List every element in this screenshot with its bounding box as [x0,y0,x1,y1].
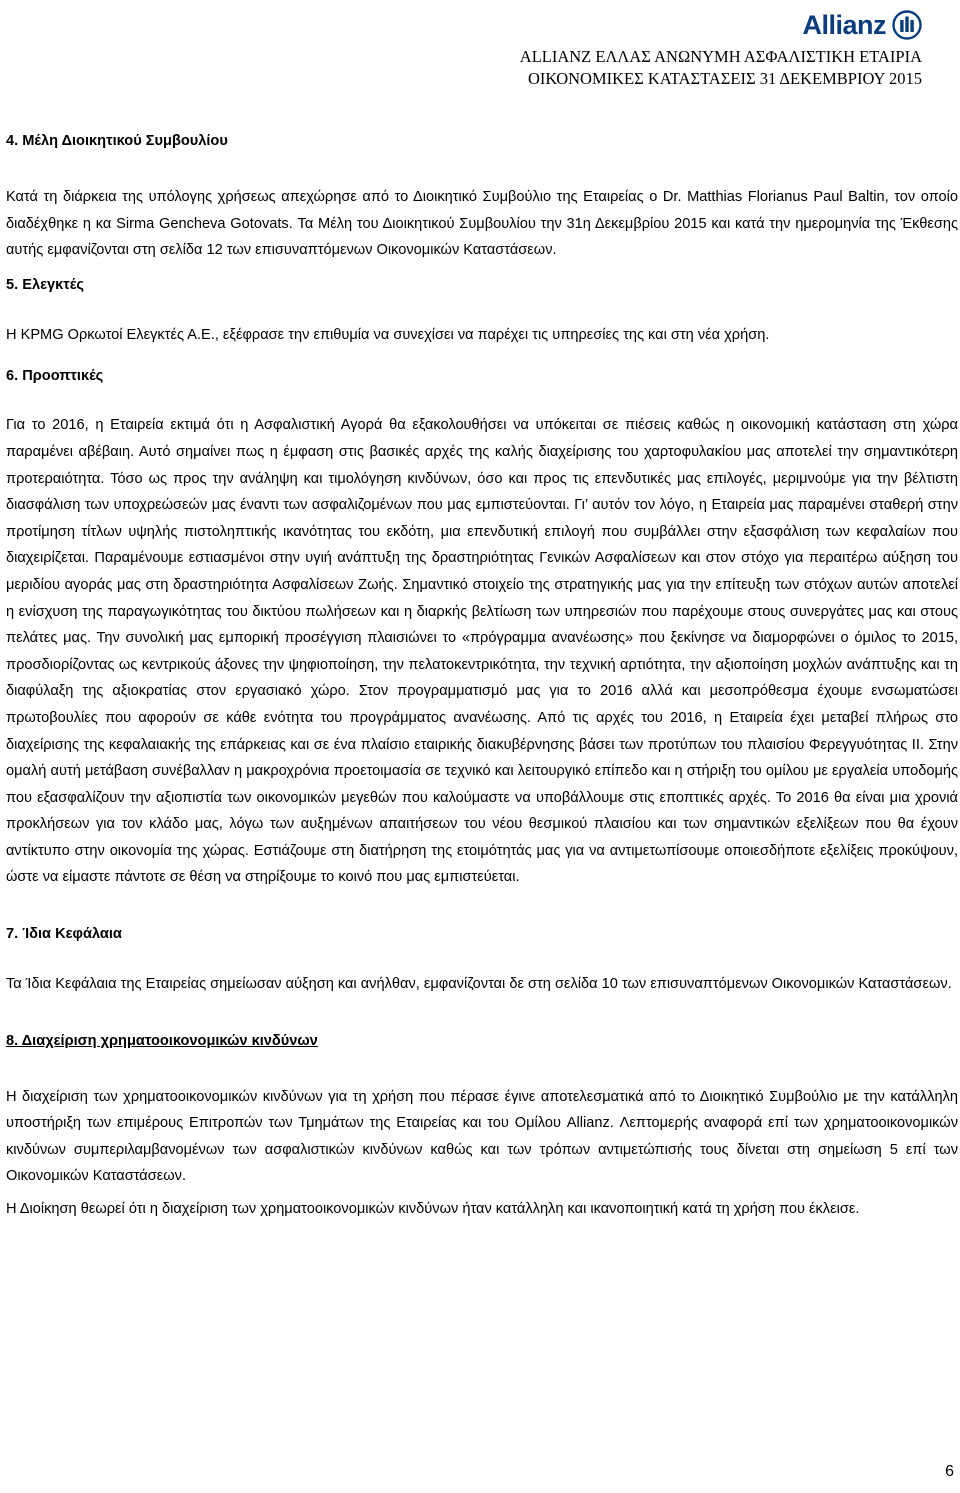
section-heading-risk: 8. Διαχείριση χρηματοοικονομικών κινδύνων [6,1032,318,1049]
section-heading-auditors: 5. Ελεγκτές [6,276,84,293]
allianz-logo [520,4,922,46]
outlook-paragraph: Για το 2016, η Εταιρεία εκτιμά ότι η Ασφαλιστική Αγορά θα εξακολουθήσει να υπόκειται σε πιέσεις καθώς η οικονομική κατάσταση στη χώρα παραμένει αβέβαιη. Αυτό σημαίνει πως η έμφαση στις βασικές αρχές της καλής διαχείρισης του χαρτοφυλακίου μας αποτελεί την σημαντικότερη προτεραιότητα. Τόσο ως προς την ανάληψη και τιμολόγηση κινδύνων, όσο και προς τις επενδυτικές μας επιλογές, μεριμνούμε για την βέλτιστη διασφάλιση των υποχρεώσεών μας έναντι των ασφαλιζομένων που μας εμπιστεύονται. Γι’ αυτόν τον λόγο, η Εταιρεία μας παραμένει σταθερή στην προτίμηση τίτλων υψηλής πιστοληπτικής ικανότητας του εκδότη, μια επενδυτική επιλογή που συμβάλλει στην εξασφάλιση των κεφαλαίων που διαχειρίζεται. Παραμένουμε εστιασμένοι στην υγιή ανάπτυξη της δραστηριότητας Γενικών Ασφαλίσεων και στον στόχο για περαιτέρω αύξηση του μεριδίου αγοράς μας στη δραστηριότητα Ασφαλίσεων Ζωής. Σημαντικό στοιχείο της στρατηγικής μας για την επίτευξη των στόχων αυτών αποτελεί η ενίσχυση της παραγωγικότητας του δικτύου πωλήσεων και η διαρκής βελτίωση των υπηρεσιών που παρέχουμε στους συνεργάτες μας και στους πελάτες μας. Την συνολική μας εμπορική προσέγγιση πλαισιώνει το «πρόγραμμα ανανέωσης» που ξεκίνησε να διαμορφώνει ο όμιλος το 2015, προσδιορίζοντας ως κεντρικούς άξονες την ψηφιοποίηση, την πελατοκεντρικότητα, την τεχνική αρτιότητα, την αξιοποίηση μοχλών ανάπτυξης και τη διαφύλαξη της αξιοκρατίας στον εργασιακό χώρο. Στον προγραμματισμό μας για το 2016 αλλά και μεσοπρόθεσμα έχουμε ενσωματώσει πρωτοβουλίες που αφορούν σε κάθε ενότητα του προγράμματος ανανέωσης. Από τις αρχές του 2016, η Εταιρεία έχει μεταβεί πλήρως στο διαχείρισης της κεφαλαιακής της επάρκειας και σε ένα πλαίσιο εταιρικής διακυβέρνησης βάσει των προτύπων του πλαισίου Φερεγγυότητας ΙΙ. Στην ομαλή αυτή μετάβαση συνέβαλλαν η μακροχρόνια προετοιμασία σε τεχνικό και λειτουργικό επίπεδο και η στήριξη του ομίλου με εργαλεία υποδομής που εξασφαλίζουν την αξιοπιστία των οικονομικών μεγεθών που καλούμαστε να υποβάλλουμε στις εποπτικές αρχές. Το 2016 θα είναι μια χρονιά προκλήσεων για τον κλάδο μας, λόγω των αυξημένων απαιτήσεων του νέου θεσμικού πλαισίου και των σημαντικών εξελίξεων που θα έχουν αντίκτυπο στην οικονομία της χώρας. Εστιάζουμε στη διατήρηση της ετοιμότητάς μας για να αντιμετωπίσουμε οποιεσδήποτε εξελίξεις προκύψουν, ώστε να είμαστε πάντοτε σε θέση να στηρίξουμε το κοινό που μας εμπιστεύεται. [6,417,958,886]
logo-wordmark: Allianz [802,9,886,40]
section-heading-board: 4. Μέλη Διοικητικού Συμβουλίου [6,133,228,149]
allianz-eagle-icon [892,10,922,40]
risk-paragraph: Η διαχείριση των χρηματοοικονομικών κινδύνων για τη χρήση που πέρασε έγινε αποτελεσματικά από το Διοικητικό Συμβούλιο με την κατάλληλη υποστήριξη των επιμέρους Επιτροπών των Τμημάτων της Εταιρείας και του Ομίλου Allianz. Λεπτομερής αναφορά επί των χρηματοοικονομικών κινδύνων συμπεριλαμβανομένων των ασφαλιστικών κινδύνων καθώς και των τρόπων αντιμετώπισής τους δίνεται στη σημείωση 5 επί των Οικονομικών Καταστάσεων. [6,1088,958,1185]
page-number: 6 [945,1463,954,1480]
section-heading-equity: 7. Ίδια Κεφάλαια [6,926,122,943]
statements-title: ΟΙΚΟΝΟΜΙΚΕΣ ΚΑΤΑΣΤΑΣΕΙΣ 31 ΔΕΚΕΜΒΡΙΟΥ 2015 [528,69,922,88]
risk-conclusion-paragraph: Η Διοίκηση θεωρεί ότι η διαχείριση των χρηματοοικονομικών κινδύνων ήταν κατάλληλη και ικανοποιητική κατά τη χρήση που έκλεισε. [6,1201,860,1218]
company-name: ALLIANZ ΕΛΛΑΣ ΑΝΩΝΥΜΗ ΑΣΦΑΛΙΣΤΙΚΗ ΕΤΑΙΡΙΑ [519,47,922,66]
board-paragraph: Κατά τη διάρκεια της υπόλογης χρήσεως απεχώρησε από το Διοικητικό Συμβούλιο της Εταιρείας ο Dr. Matthias Florianus Paul Baltin, τον οποίο διαδέχθηκε η κα Sirma Gencheva Gotovats. Τα Μέλη του Διοικητικού Συμβουλίου την 31η Δεκεμβρίου 2015 και κατά την ημερομηνία της Έκθεσης αυτής εμφανίζονται στη σελίδα 12 των επισυναπτόμενων Οικονομικών Καταστάσεων. [6,189,958,259]
equity-paragraph: Τα Ίδια Κεφάλαια της Εταιρείας σημείωσαν αύξηση και ανήλθαν, εμφανίζονται δε στη σελίδα 10 των επισυναπτόμενων Οικονομικών Καταστάσεων. [6,976,952,993]
page-header [520,4,922,90]
section-heading-outlook: 6. Προοπτικές [6,368,104,385]
auditors-paragraph: Η KPMG Ορκωτοί Ελεγκτές Α.Ε., εξέφρασε την επιθυμία να συνεχίσει να παρέχει τις υπηρεσίες της και στη νέα χρήση. [6,326,770,343]
document-body [6,128,958,1223]
